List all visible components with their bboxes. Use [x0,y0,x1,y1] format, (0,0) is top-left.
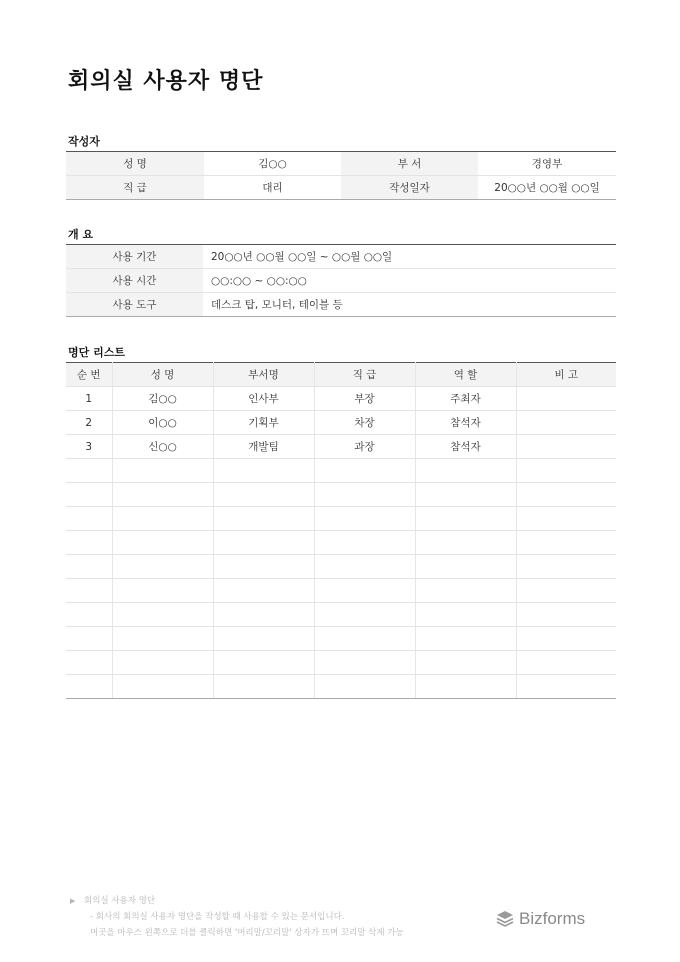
arrow-icon: ▶ [70,897,76,905]
page-title: 회의실 사용자 명단 [68,69,264,94]
author-value: 대리 [204,176,341,200]
table-cell: 신○○ [112,435,213,459]
table-cell [314,651,415,675]
table-cell [516,483,616,507]
table-cell: 김○○ [112,387,213,411]
column-header: 비 고 [516,363,616,387]
table-cell [213,507,314,531]
attendee-list-table [66,362,616,699]
table-cell [66,579,112,603]
table-cell: 참석자 [415,411,516,435]
overview-key: 사용 기간 [66,245,203,269]
table-cell [415,507,516,531]
table-cell: 과장 [314,435,415,459]
table-cell [415,483,516,507]
table-row [66,483,616,507]
author-table [66,151,616,200]
table-row [66,627,616,651]
table-cell [314,675,415,699]
table-cell [213,459,314,483]
table-row [66,603,616,627]
table-cell [415,627,516,651]
overview-key: 사용 시간 [66,269,203,293]
table-cell [415,675,516,699]
table-cell: 주최자 [415,387,516,411]
overview-key: 사용 도구 [66,293,203,317]
author-key: 작성일자 [341,176,478,200]
table-cell [314,555,415,579]
footer-title: 회의실 사용자 명단 [84,896,156,906]
overview-row [66,269,616,293]
table-row [66,387,616,411]
footer-description: - 회사의 회의실 사용자 명단을 작성할 때 사용할 수 있는 문서입니다. [90,912,345,922]
table-row [66,507,616,531]
overview-table [66,244,616,317]
author-row [66,152,616,176]
author-value: 20○○년 ○○월 ○○일 [478,176,616,200]
table-row [66,435,616,459]
table-cell [66,483,112,507]
table-row [66,555,616,579]
table-cell [516,507,616,531]
table-cell [314,531,415,555]
table-cell [314,579,415,603]
overview-value: 20○○년 ○○월 ○○일 ~ ○○월 ○○일 [203,245,616,269]
table-cell [516,651,616,675]
table-cell [314,603,415,627]
table-row [66,531,616,555]
table-cell: 기획부 [213,411,314,435]
table-cell [213,555,314,579]
table-cell [112,555,213,579]
table-cell: 이○○ [112,411,213,435]
column-header: 성 명 [112,363,213,387]
table-row [66,651,616,675]
overview-row [66,293,616,317]
table-cell [415,531,516,555]
table-cell [516,579,616,603]
table-cell [314,627,415,651]
author-value: 경영부 [478,152,616,176]
footer-hint: 머곳을 마우스 왼쪽으로 더블 클릭하면 '머리말/꼬리말' 상자가 뜨며 꼬리말 삭제 가능 [90,928,404,938]
table-cell [66,627,112,651]
table-cell [66,651,112,675]
table-cell [112,483,213,507]
table-cell: 차장 [314,411,415,435]
column-header: 직 급 [314,363,415,387]
table-cell [112,651,213,675]
footer-note [70,893,404,941]
table-cell [213,627,314,651]
table-cell [112,675,213,699]
author-row [66,176,616,200]
logo-text: Bizforms [519,909,586,928]
table-cell [112,627,213,651]
table-cell [415,651,516,675]
overview-value: 데스크 탑, 모니터, 테이블 등 [203,293,616,317]
table-cell [213,483,314,507]
column-header: 역 할 [415,363,516,387]
table-cell: 3 [66,435,112,459]
bizforms-logo [495,908,585,930]
table-cell [213,531,314,555]
table-row [66,411,616,435]
table-cell [314,483,415,507]
table-cell [516,555,616,579]
table-cell [112,459,213,483]
table-cell [415,555,516,579]
column-header: 순 번 [66,363,112,387]
table-cell [112,531,213,555]
table-row [66,675,616,699]
table-cell [112,507,213,531]
table-cell [213,651,314,675]
table-row [66,459,616,483]
table-cell [516,411,616,435]
table-cell [415,579,516,603]
table-cell: 개발팀 [213,435,314,459]
table-cell: 1 [66,387,112,411]
table-row [66,579,616,603]
layers-icon [495,909,515,929]
author-key: 성 명 [66,152,204,176]
table-cell [213,603,314,627]
table-cell: 부장 [314,387,415,411]
table-cell: 2 [66,411,112,435]
table-cell [213,675,314,699]
table-cell [66,603,112,627]
overview-value: ○○:○○ ~ ○○:○○ [203,269,616,293]
list-header-row [66,363,616,387]
table-cell [516,627,616,651]
table-cell [516,435,616,459]
table-cell [66,675,112,699]
table-cell [415,459,516,483]
column-header: 부서명 [213,363,314,387]
author-key: 직 급 [66,176,204,200]
table-cell [314,507,415,531]
table-cell [112,603,213,627]
author-key: 부 서 [341,152,478,176]
author-section-label: 작성자 [68,135,100,148]
table-cell [66,531,112,555]
author-value: 김○○ [204,152,341,176]
overview-row [66,245,616,269]
table-cell [516,459,616,483]
table-cell [314,459,415,483]
table-cell [516,387,616,411]
table-cell [415,603,516,627]
table-cell [66,507,112,531]
table-cell [66,459,112,483]
table-cell: 참석자 [415,435,516,459]
table-cell: 인사부 [213,387,314,411]
table-cell [516,603,616,627]
table-cell [66,555,112,579]
table-cell [516,675,616,699]
list-section-label: 명단 리스트 [68,346,125,359]
table-cell [516,531,616,555]
table-cell [213,579,314,603]
overview-section-label: 개 요 [68,228,94,241]
table-cell [112,579,213,603]
